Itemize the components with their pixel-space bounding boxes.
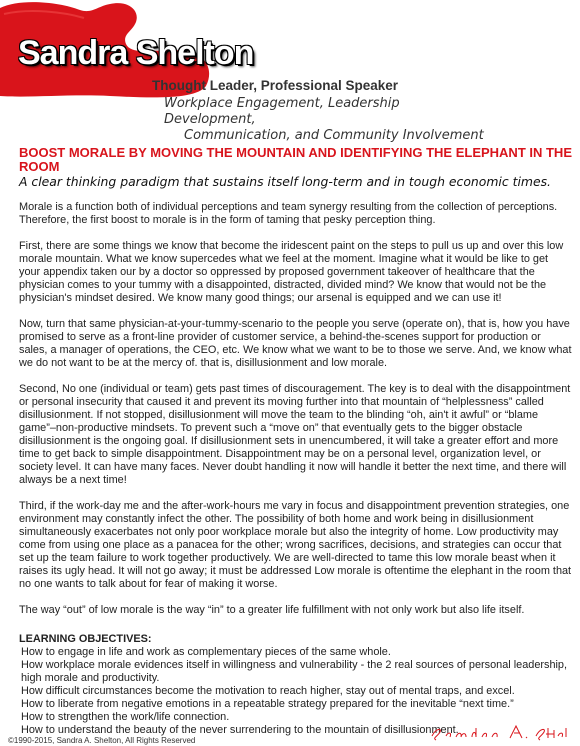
- paragraph: Third, if the work-day me and the after-work-hours me vary in focus and disappointment prevention strategies, one environment may constantly infect the other. The possibility of both home and work being in disillusionment simultaneously exacerbates not only poor workplace morale but also the integrity of home. Low productivity may come from using one place as a panacea for the other; wrong sacrifices, decisions, and strategies can occur that set up the team failure to work together productively. We are well-directed to tame this low morale beast when it raises its ugly head. It will not go away; it must be addressed Low morale is oftentime the elephant in the room that no one wants to talk about for fear of making it worse.: [19, 500, 572, 590]
- paragraph: Now, turn that same physician-at-your-tummy-scenario to the people you serve (operate on), that is, how you have promised to serve as a front-line provider of customer service, a behind-the-scenes support for production or sales, a manager of operations, the CEO, etc. We know what we want to be to those we serve. And, we know what we do not want to be at the mercy of. that is, disillusionment and low morale.: [19, 318, 572, 369]
- handwritten-signature: [428, 720, 568, 742]
- objective-item: How to strengthen the work/life connection.: [21, 711, 230, 723]
- objective-item: How to engage in life and work as complementary pieces of the same whole.: [21, 646, 391, 658]
- objective-item: How workplace morale evidences itself in willingness and vulnerability - the 2 real sources of personal leadership, high morale and productivity.: [21, 659, 568, 684]
- focus-line-2: Communication, and Community Involvement: [184, 128, 484, 143]
- paragraph: First, there are some things we know that become the iridescent paint on the steps to pull us up and over this low morale mountain. What we know supercedes what we feel at the moment. Imagine what it would be like to get your appendix taken our by a doctor so oppressed by proposed government takeover of healthcare that the physician comes to your tummy with a disappointed, distracted, divided mind? We know that would not be the physician's mindset desired. We know many good things; our arsenal is equipped and we can use it!: [19, 240, 564, 304]
- copyright-notice: ©1990-2015, Sandra A. Shelton, All Rights Reserved: [8, 736, 196, 745]
- article-subtitle: A clear thinking paradigm that sustains itself long-term and in tough economic times.: [19, 174, 551, 189]
- paragraph: Morale is a function both of individual perceptions and team synergy resulting from the collection of perceptions. Therefore, the first boost to morale is in the form of taming that pesky perception thing.: [19, 201, 558, 226]
- focus-line-1: Workplace Engagement, Leadership Development,: [164, 96, 400, 127]
- brand-name: Sandra Shelton: [18, 34, 254, 72]
- paragraph: Second, No one (individual or team) gets past times of discouragement. The key is to deal with the disappointment or personal insecurity that caused it and prevent its moving further into that mountain of “helplessness” called disillusionment. If not stopped, disillusionment will move the team to the blinding “oh, ain't it awful” or “blame game”–non-productive mindsets. To prevent such a “move on” that eventually gets to the bigger obstacle disillusionment is the ongoing goal. If disillusionment sets in unencumbered, it will take a greater effort and more time to get back to simple disappointment. Disappointment may be on a personal level, organization level, or society level. It can have many faces. Never doubt handling it now will handle it better the next time, and there will always be a next time!: [19, 383, 571, 486]
- paragraph: The way “out” of low morale is the way “in” to a greater life fulfillment with not only work but also life itself.: [19, 604, 525, 616]
- objective-item: How difficult circumstances become the motivation to reach higher, stay out of mental traps, and excel.: [21, 685, 515, 697]
- letterhead: [0, 0, 580, 143]
- focus-areas: [164, 96, 494, 144]
- tagline: Thought Leader, Professional Speaker: [152, 78, 399, 93]
- objectives-heading: LEARNING OBJECTIVES:: [19, 633, 152, 645]
- article-headline: BOOST MORALE BY MOVING THE MOUNTAIN AND IDENTIFYING THE ELEPHANT IN THE ROOM: [19, 145, 572, 174]
- objective-item: How to liberate from negative emotions in a repeatable strategy prepared for the inevitable “next time.”: [21, 698, 514, 710]
- article: [19, 146, 572, 737]
- objective-item: How to understand the beauty of the never surrendering to the mountain of disillusionment.: [21, 724, 459, 736]
